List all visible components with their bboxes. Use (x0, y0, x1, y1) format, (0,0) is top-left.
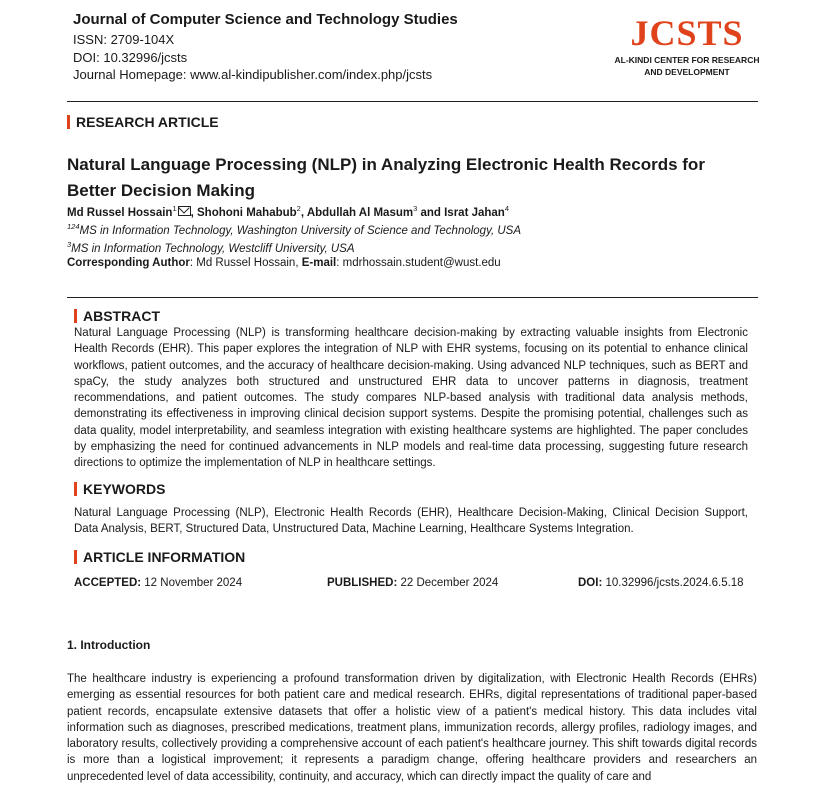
abstract-divider (67, 297, 758, 298)
abstract-heading: ABSTRACT (74, 308, 160, 324)
author-sup: 3 (413, 204, 418, 213)
paper-title: Natural Language Processing (NLP) in Analyzing Electronic Health Records for Better Decision Making (67, 155, 705, 200)
abstract-text: Natural Language Processing (NLP) is transforming healthcare decision-making by extracting valuable insights from Electronic Health Records (EHR). This paper explores the integration of NLP with EHR systems, focusing on its potential to enhance clinical workflows, patient outcomes, and the accuracy of healthcare decision-making. Using advanced NLP techniques, such as BERT and spaCy, the study analyzes both structured and unstructured EHR data to uncover patterns in diagnosis, treatment recommendations, and patient outcomes. The study compares NLP-based analysis with traditional data analysis methods, demonstrating its effectiveness in improving clinical decision support systems. Despite the promising potential, challenges such as data quality, model interpretability, and seamless integration with existing healthcare systems are highlighted. The paper concludes by emphasizing the need for continued advancements in NLP models and real-time data processing, suggesting future research directions to optimize the implementation of NLP in healthcare settings. (74, 327, 748, 470)
logo-mark: JCSTS (630, 13, 744, 53)
article-doi: DOI: 10.32996/jcsts.2024.6.5.18 (578, 577, 744, 589)
journal-title: Journal of Computer Science and Technology Studies (73, 11, 458, 28)
article-info-heading: ARTICLE INFORMATION (74, 549, 245, 565)
author-list: Md Russel Hossain$^1$ , Shohoni Mahabub$^2$, Abdullah Al Masum$^3$ and Israt Jahan$^4$ (67, 204, 510, 219)
keywords-heading: KEYWORDS (74, 481, 165, 497)
journal-issn: ISSN: 2709-104X (73, 32, 175, 47)
accepted-date: ACCEPTED: 12 November 2024 (74, 577, 243, 589)
envelope-icon[interactable] (178, 206, 191, 216)
introduction-text: The healthcare industry is experiencing a profound transformation driven by digitalization, with Electronic Health Records (EHRs) emerging as essential resources for both patient care and medical research. EHRs, digital representations of traditional paper-based patient records, encapsulate extensive datasets that offer a holistic view of a patient's medical history. This data includes vital information such as diagnoses, prescribed medications, treatment plans, immunization records, allergy profiles, radiology images, and laboratory results, collectively providing a comprehensive account of each patient's healthcare journey. This shift towards digital records is more than a logistical improvement; it represents a paradigm change, offering healthcare providers and researchers an unprecedented level of data accessibility, continuity, and accuracy, which can directly impact the quality of care and (67, 673, 757, 783)
section-marker (74, 482, 77, 496)
journal-doi: DOI: 10.32996/jcsts (73, 50, 188, 65)
article-type-label: RESEARCH ARTICLE (67, 114, 219, 130)
keywords-text: Natural Language Processing (NLP), Electronic Health Records (EHR), Healthcare Decision-Making, Clinical Decision Support, Data Analysis, BERT, Structured Data, Unstructured Data, Machine Learning, Healthcare Systems Integration. (74, 507, 748, 536)
logo-subtitle-line1: AL-KINDI CENTER FOR RESEARCH (614, 55, 760, 65)
author-sup: 2 (296, 204, 301, 213)
introduction-heading: 1. Introduction (67, 638, 151, 652)
author-name: Israt Jahan (444, 206, 505, 219)
publisher-logo (612, 14, 762, 78)
logo-subtitle-line2: AND DEVELOPMENT (644, 67, 730, 77)
section-marker (74, 550, 77, 564)
section-marker (74, 309, 77, 323)
author-email[interactable]: : mdrhossain.student@wust.edu (336, 257, 501, 269)
author-sup: 1 (172, 204, 177, 213)
header-divider (67, 101, 758, 102)
section-marker (67, 115, 70, 129)
author-name: Md Russel Hossain (67, 206, 173, 219)
author-sup: 4 (504, 204, 510, 213)
author-name: Abdullah Al Masum (306, 206, 414, 219)
author-name: Shohoni Mahabub (197, 206, 297, 219)
affiliation-2: $^3$MS in Information Technology, Westcliff University, USA (67, 240, 355, 255)
affiliation-1: $^{124}$MS in Information Technology, Washington University of Science and Technology, USA (67, 222, 522, 237)
article-doi-link[interactable]: 10.32996/jcsts.2024.6.5.18 (602, 577, 744, 589)
published-date: PUBLISHED: 22 December 2024 (327, 577, 499, 589)
journal-homepage[interactable]: Journal Homepage: www.al-kindipublisher.com/index.php/jcsts (73, 67, 433, 82)
corresponding-author: Corresponding Author: Md Russel Hossain, E-mail: mdrhossain.student@wust.edu (67, 257, 501, 269)
